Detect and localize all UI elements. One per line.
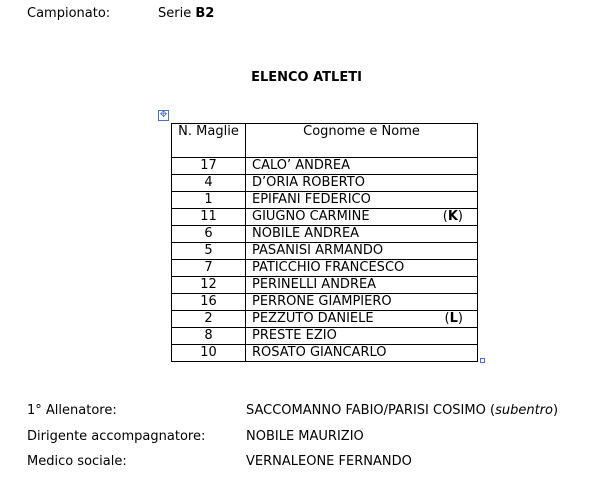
championship-value [158, 6, 214, 21]
role-letter: K [447, 209, 458, 224]
athlete-name: ROSATO GIANCARLO [252, 345, 387, 360]
athlete-name: PERRONE GIAMPIERO [252, 294, 392, 309]
athlete-name-cell [246, 277, 478, 294]
athlete-name: CALO’ ANDREA [252, 158, 351, 173]
resize-handle-icon[interactable] [480, 358, 485, 363]
athlete-name: PERINELLI ANDREA [252, 277, 377, 292]
championship-label: Campionato: [27, 6, 111, 21]
jersey-number-cell: 2 [172, 311, 246, 328]
table-header-row [172, 124, 478, 158]
roster-table [171, 123, 478, 362]
roster-body [172, 158, 478, 362]
jersey-number-cell: 11 [172, 209, 246, 226]
coach-label: 1° Allenatore: [27, 403, 117, 418]
table-row [172, 328, 478, 345]
jersey-number-cell: 1 [172, 192, 246, 209]
jersey-number-cell: 7 [172, 260, 246, 277]
column-header-number [172, 124, 246, 158]
athlete-name: NOBILE ANDREA [252, 226, 360, 241]
table-row [172, 345, 478, 362]
table-row [172, 294, 478, 311]
coach-name: SACCOMANNO FABIO/PARISI COSIMO [246, 403, 486, 418]
doctor-value: VERNALEONE FERNANDO [246, 454, 412, 469]
athlete-name-cell [246, 243, 478, 260]
championship-prefix: Serie [158, 6, 192, 21]
table-row [172, 226, 478, 243]
athlete-name: EPIFANI FEDERICO [252, 192, 371, 207]
table-row [172, 175, 478, 192]
jersey-number-cell: 8 [172, 328, 246, 345]
athlete-name: GIUGNO CARMINE [252, 209, 370, 224]
jersey-number-cell: 10 [172, 345, 246, 362]
athlete-name-cell [246, 192, 478, 209]
athlete-name-cell [246, 158, 478, 175]
athlete-name-cell [246, 328, 478, 345]
table-row [172, 277, 478, 294]
jersey-number-cell: 16 [172, 294, 246, 311]
athlete-name-cell [246, 294, 478, 311]
jersey-number-cell: 4 [172, 175, 246, 192]
athlete-name-cell [246, 260, 478, 277]
doctor-label: Medico sociale: [27, 454, 127, 469]
athlete-name-cell [246, 311, 478, 328]
athlete-name-cell [246, 345, 478, 362]
jersey-number-cell: 17 [172, 158, 246, 175]
table-row [172, 209, 478, 226]
table-row [172, 192, 478, 209]
move-icon[interactable]: ✥ [159, 110, 168, 120]
role-letter: L [449, 311, 458, 326]
athlete-name: PRESTE EZIO [252, 328, 337, 343]
role-badge: (K) [442, 209, 463, 224]
column-header-number-text: N. Maglie [178, 124, 239, 139]
championship-series: B2 [195, 6, 215, 21]
athlete-name: PEZZUTO DANIELE [252, 311, 374, 326]
athlete-name-cell [246, 175, 478, 192]
table-row [172, 158, 478, 175]
jersey-number-cell: 12 [172, 277, 246, 294]
coach-note: subentro [495, 403, 553, 418]
athlete-name: PATICCHIO FRANCESCO [252, 260, 405, 275]
table-row [172, 243, 478, 260]
table-row [172, 311, 478, 328]
athlete-name: PASANISI ARMANDO [252, 243, 384, 258]
athlete-name: D’ORIA ROBERTO [252, 175, 365, 190]
page-title: ELENCO ATLETI [251, 70, 362, 85]
jersey-number-cell: 6 [172, 226, 246, 243]
athlete-name-cell [246, 226, 478, 243]
jersey-number-cell: 5 [172, 243, 246, 260]
role-badge: (L) [444, 311, 463, 326]
manager-value: NOBILE MAURIZIO [246, 429, 364, 444]
athlete-name-cell [246, 209, 478, 226]
column-header-name: Cognome e Nome [246, 124, 478, 158]
coach-value: SACCOMANNO FABIO/PARISI COSIMO (subentro) [246, 403, 559, 418]
manager-label: Dirigente accompagnatore: [27, 429, 206, 444]
table-row [172, 260, 478, 277]
